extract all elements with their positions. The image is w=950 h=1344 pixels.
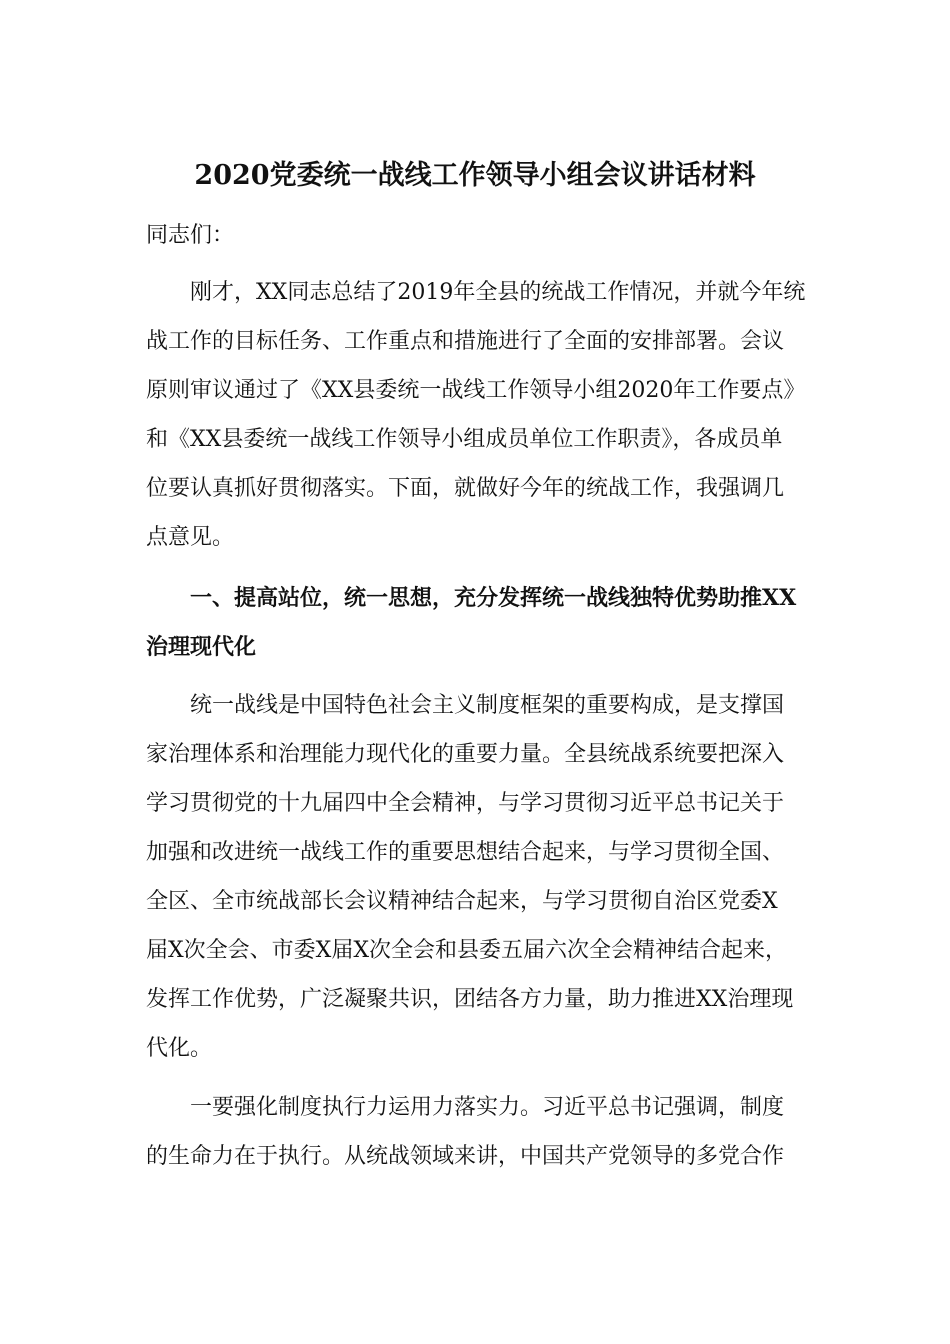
- paragraph-line: 发挥工作优势，广泛凝聚共识，团结各方力量，助力推进XX治理现: [146, 987, 794, 1012]
- paragraph-line: 全区、全市统战部长会议精神结合起来，与学习贯彻自治区党委X: [146, 889, 778, 914]
- paragraph-line: 点意见。: [146, 525, 235, 550]
- paragraph-line: 统一战线是中国特色社会主义制度框架的重要构成，是支撑国: [190, 693, 785, 718]
- paragraph-line: 加强和改进统一战线工作的重要思想结合起来，与学习贯彻全国、: [146, 840, 785, 865]
- paragraph-line: 家治理体系和治理能力现代化的重要力量。全县统战系统要把深入: [146, 742, 785, 767]
- section-heading: 一、提高站位，统一思想，充分发挥统一战线独特优势助推XX: [190, 585, 797, 611]
- paragraph-line: 位要认真抓好贯彻落实。下面，就做好今年的统战工作，我强调几: [146, 476, 785, 501]
- paragraph-line: 一要强化制度执行力运用力落实力。习近平总书记强调，制度: [190, 1095, 785, 1120]
- paragraph-line: 原则审议通过了《XX县委统一战线工作领导小组2020年工作要点》: [146, 378, 806, 403]
- paragraph-line: 刚才，XX同志总结了2019年全县的统战工作情况，并就今年统: [190, 280, 806, 305]
- paragraph-line: 和《XX县委统一战线工作领导小组成员单位工作职责》，各成员单: [146, 427, 783, 452]
- paragraph-line: 的生命力在于执行。从统战领域来讲，中国共产党领导的多党合作: [146, 1144, 785, 1169]
- paragraph-line: 学习贯彻党的十九届四中全会精神，与学习贯彻习近平总书记关于: [146, 791, 785, 816]
- paragraph-line: 战工作的目标任务、工作重点和措施进行了全面的安排部署。会议: [146, 329, 785, 354]
- document-title: 2020党委统一战线工作领导小组会议讲话材料: [194, 160, 756, 191]
- paragraph-line: 代化。: [146, 1036, 213, 1061]
- section-heading: 治理现代化: [146, 634, 257, 660]
- salutation: 同志们：: [146, 223, 235, 248]
- paragraph-line: 届X次全会、市委X届X次全会和县委五届六次全会精神结合起来，: [146, 938, 787, 963]
